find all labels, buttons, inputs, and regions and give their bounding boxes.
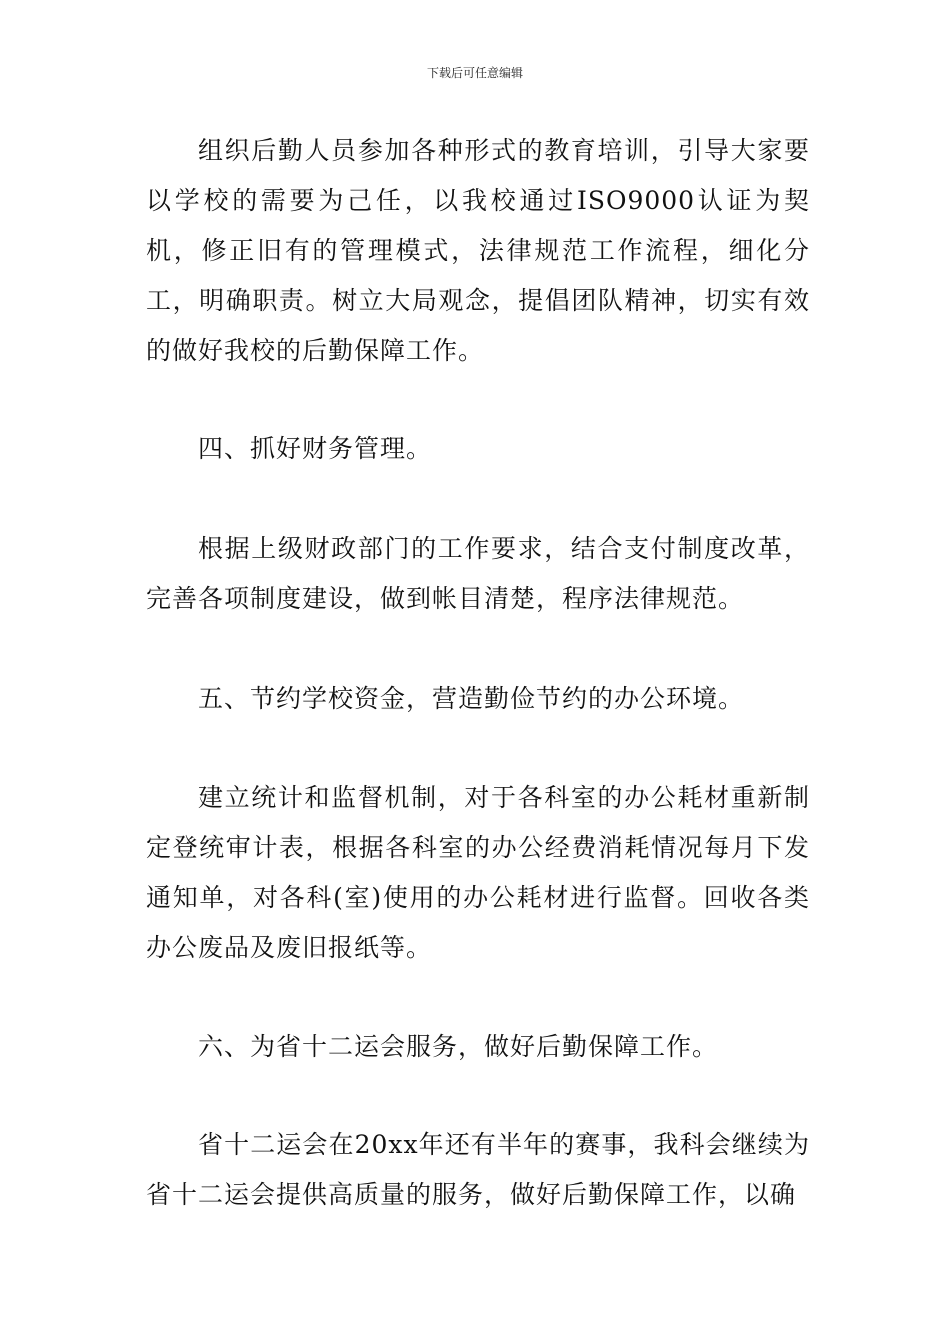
paragraph-games-service: [146, 1120, 810, 1220]
paragraph-text: 建立统计和监督机制，对于各科室的办公耗材重新制定登统审计表，根据各科室的办公经费消耗情况每月下发通知单，对各科(室)使用的办公耗材进行监督。回收各类办公废品及废旧报纸等。: [146, 783, 810, 962]
paragraph-finance: [146, 524, 810, 624]
page-header-note: 下载后可任意编辑: [426, 66, 523, 80]
section-heading-text: 四、抓好财务管理。: [198, 434, 433, 463]
paragraph-text: 省十二运会在20xx年还有半年的赛事，我科会继续为省十二运会提供高质量的服务，做好后勤保障工作，以确: [146, 1130, 810, 1209]
paragraph-training: [146, 126, 810, 376]
paragraph-text: 组织后勤人员参加各种形式的教育培训，引导大家要以学校的需要为己任，以我校通过ISO9000认证为契机，修正旧有的管理模式，法律规范工作流程，细化分工，明确职责。树立大局观念，提倡团队精神，切实有效的做好我校的后勤保障工作。: [146, 136, 810, 365]
section-heading-text: 六、为省十二运会服务，做好后勤保障工作。: [198, 1032, 719, 1061]
paragraph-saving: [146, 773, 810, 973]
section-heading-saving: [146, 674, 810, 724]
section-heading-text: 五、节约学校资金，营造勤俭节约的办公环境。: [198, 684, 745, 713]
section-heading-finance: [146, 424, 810, 474]
section-heading-games-service: [146, 1022, 810, 1072]
paragraph-text: 根据上级财政部门的工作要求，结合支付制度改革，完善各项制度建设，做到帐目清楚，程序法律规范。: [146, 534, 810, 613]
